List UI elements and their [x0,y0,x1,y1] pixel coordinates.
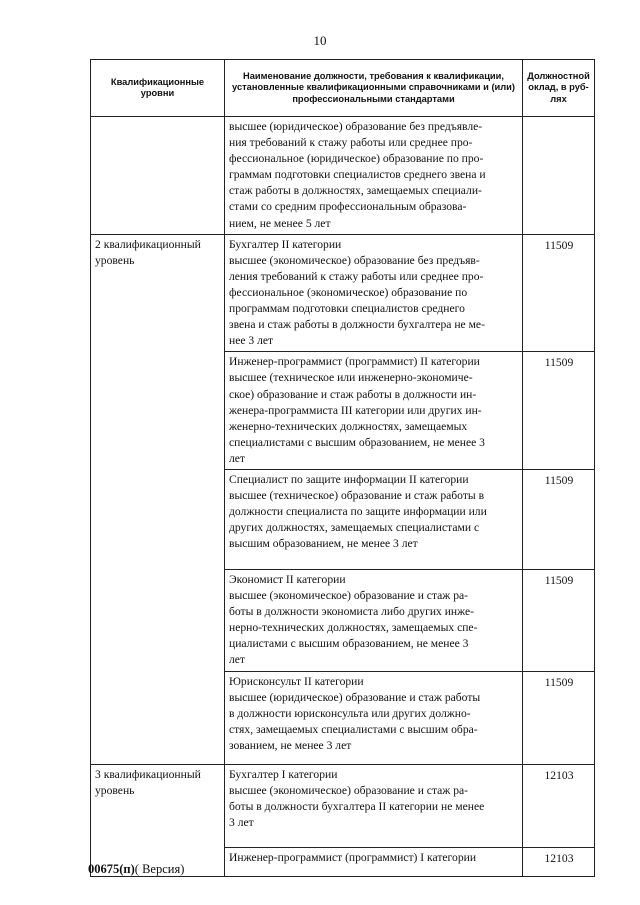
qualification-table [90,59,595,877]
position-title: Инженер-программист (программист) II категории [229,355,480,369]
position-cell [225,469,523,569]
page-number: 10 [313,33,327,48]
requirement-line: высшее (юридическое) образование и стаж работы [229,690,481,704]
requirement-line: женерно-технических должностях, замещаемых [229,419,468,433]
position-cell [225,569,523,671]
requirement-line: нием, не менее 5 лет [229,216,331,230]
document-footer [88,862,184,877]
qualification-level-line: уровень [95,253,135,267]
requirement-line: в должности юрисконсульта или других должно- [229,706,471,720]
position-cell [225,352,523,470]
position-title: Инженер-программист (программист) I категории [229,850,477,864]
requirement-line: стях, замещаемых специалистами с высшим обра- [229,722,478,736]
salary-cell: 11509 [523,671,595,764]
position-title: Специалист по защите информации II категории [229,472,469,486]
header-salary: Должностной оклад, в руб-лях [523,60,595,117]
requirement-line: звена и стаж работы в должности бухгалтера не ме- [229,318,485,332]
requirement-line: высшим образованием, не менее 3 лет [229,537,418,551]
salary-cell: 11509 [523,234,595,352]
requirement-line: высшее (экономическое) образование и стаж ра- [229,589,469,603]
header-qualification-levels: Квалификационные уровни [91,60,225,117]
requirement-line: фессиональное (экономическое) образование по [229,285,468,299]
requirement-line: боты в должности экономиста либо других инже- [229,605,475,619]
position-cell [225,764,523,847]
requirement-line: ское) образование и стаж работы в должности ин- [229,387,477,401]
qualification-level-line: 2 квалификационный [95,237,201,251]
requirement-line: циалистами с высшим образованием, не менее 3 [229,637,469,651]
requirement-line: специалистами с высшим образованием, не менее 3 [229,435,485,449]
position-title: Юрисконсульт II категории [229,674,364,688]
position-cell [225,234,523,352]
position-cell [225,671,523,764]
requirement-line: лет [229,653,245,667]
position-title: Бухгалтер I категории [229,767,338,781]
position-title: Бухгалтер II категории [229,237,342,251]
requirement-line: программам подготовки специалистов среднего [229,302,465,316]
document-version: ( Версия) [134,862,185,876]
requirement-line: высшее (экономическое) образование и стаж ра- [229,783,469,797]
requirement-line: высшее (юридическое) образование без предъявле- [229,120,483,133]
table-row [91,764,595,847]
table-header-row [91,60,595,117]
salary-cell: 12103 [523,764,595,847]
table-body [91,117,595,877]
salary-cell: 11509 [523,569,595,671]
position-title: Экономист II категории [229,572,346,586]
requirement-line: 3 лет [229,815,254,829]
table-row [91,234,595,352]
document-code: 00675(п) [88,862,135,876]
requirement-line: лет [229,451,245,465]
requirement-line: высшее (экономическое) образование без предъяв- [229,253,480,267]
requirement-line: ления требований к стажу работы или среднее про- [229,269,484,283]
requirement-line: высшее (техническое) образование и стаж работы в [229,489,485,503]
requirement-cell [225,117,523,235]
salary-cell-empty [523,117,595,235]
requirement-line: стами со средним профессиональным образова- [229,200,467,214]
requirement-line: фессиональное (юридическое) образование по про- [229,152,484,166]
requirement-line: граммам подготовки специалистов среднего звена и [229,168,486,182]
requirement-line: других должностях, замещаемых специалистами с [229,521,480,535]
header-position-requirements: Наименование должности, требования к квалификации, установленные квалификационными справочниками и (или) профессиональными стандартами [225,60,523,117]
requirement-line: высшее (техническое или инженерно-экономиче- [229,371,473,385]
requirement-line: зованием, не менее 3 лет [229,738,352,752]
position-cell [225,847,523,876]
qualification-level-cell [91,234,225,764]
level-cell-empty [91,117,225,235]
requirement-line: женера-программиста III категории или других ин- [229,403,482,417]
table-row-continuation [91,117,595,235]
requirement-line: стаж работы в должностях, замещаемых специали- [229,184,482,198]
requirement-line: нее 3 лет [229,334,274,348]
salary-cell: 12103 [523,847,595,876]
requirement-line: должности специалиста по защите информации или [229,505,487,519]
salary-cell: 11509 [523,352,595,470]
requirement-line: ния требований к стажу работы или среднее про- [229,136,473,150]
salary-cell: 11509 [523,469,595,569]
qualification-level-line: 3 квалификационный [95,767,201,781]
qualification-level-cell [91,764,225,876]
qualification-level-line: уровень [95,783,135,797]
requirement-line: нерно-технических должностях, замещаемых спе- [229,621,478,635]
requirement-line: боты в должности бухгалтера II категории не менее [229,799,485,813]
